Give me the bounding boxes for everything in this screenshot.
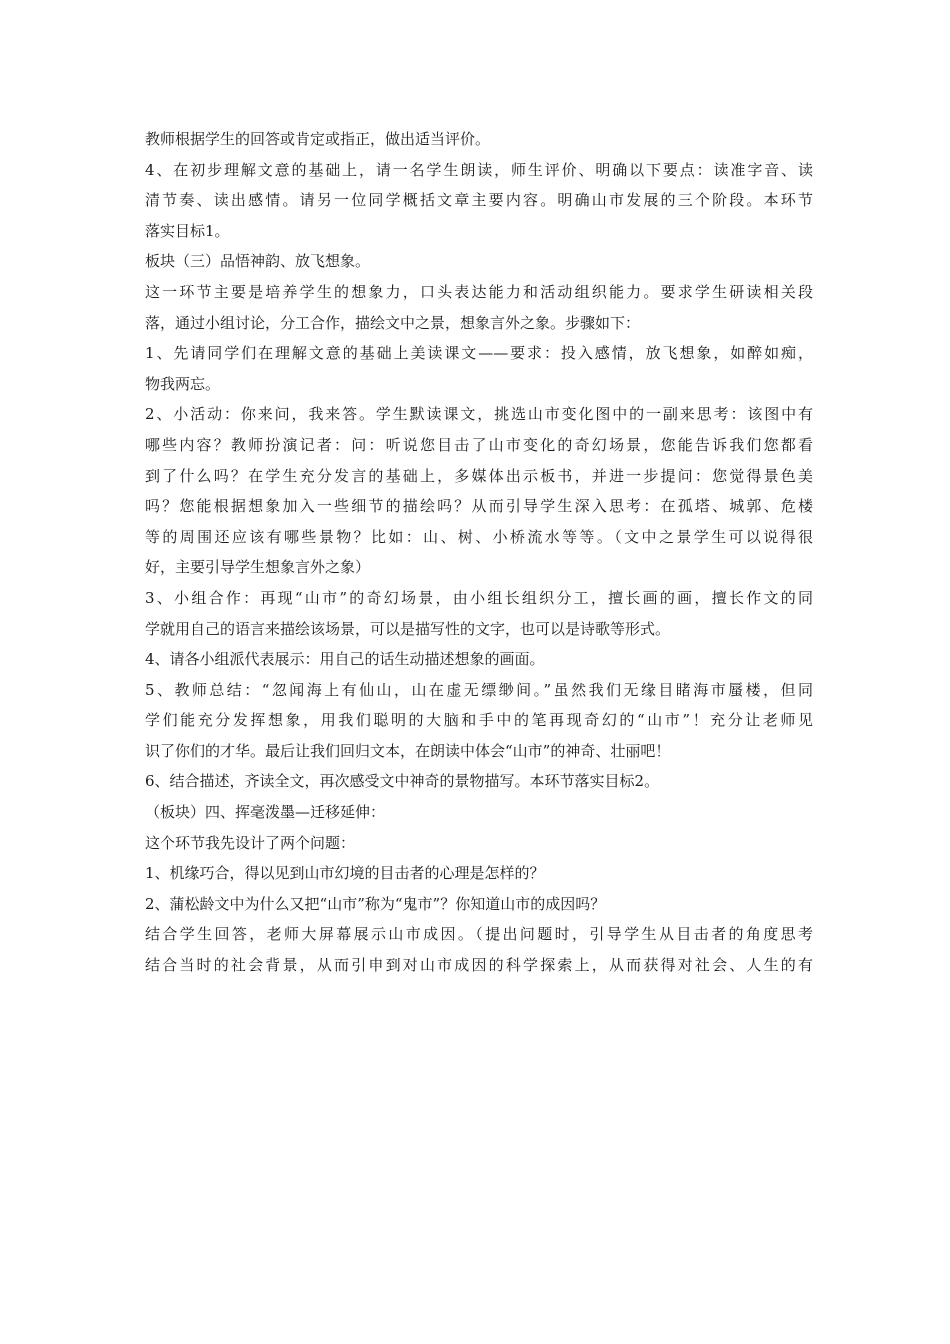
text-line: 学们能充分发挥想象，用我们聪明的大脑和手中的笔再现奇幻的“山市”！充分让老师见 bbox=[145, 711, 813, 730]
text-line: 4、请各小组派代表展示：用自己的话生动描述想象的画面。 bbox=[145, 650, 545, 669]
text-line: 2、蒲松龄文中为什么又把“山市”称为“鬼市”？你知道山市的成因吗？ bbox=[145, 894, 606, 913]
text-line: 识了你们的才华。最后让我们回归文本，在朗读中体会“山市”的神奇、壮丽吧！ bbox=[145, 741, 671, 760]
text-line: 哪些内容？教师扮演记者：问：听说您目击了山市变化的奇幻场景，您能告诉我们您都看 bbox=[145, 435, 813, 454]
text-line: 吗？您能根据想象加入一些细节的描绘吗？从而引导学生深入思考：在孤塔、城郭、危楼 bbox=[145, 497, 813, 516]
text-line: 2、小活动：你来问，我来答。学生默读课文，挑选山市变化图中的一副来思考：该图中有 bbox=[145, 405, 813, 424]
text-line: 板块（三）品悟神韵、放飞想象。 bbox=[145, 252, 371, 271]
text-line: 教师根据学生的回答或肯定或指正，做出适当评价。 bbox=[145, 130, 491, 148]
text-line: 1、机缘巧合，得以见到山市幻境的目击者的心理是怎样的？ bbox=[145, 864, 545, 883]
text-line: 落实目标1。 bbox=[145, 221, 230, 240]
text-line: （板块）四、挥毫泼墨—迁移延伸： bbox=[145, 803, 386, 822]
text-line: 3、小组合作：再现“山市”的奇幻场景，由小组长组织分工，擅长画的画，擅长作文的同 bbox=[145, 588, 813, 607]
text-line: 5、教师总结：“忽闻海上有仙山，山在虚无缥缈间。”虽然我们无缘目睹海市蜃楼，但同 bbox=[145, 680, 813, 699]
text-line: 这一环节主要是培养学生的想象力，口头表达能力和活动组织能力。要求学生研读相关段 bbox=[145, 282, 813, 301]
document-body bbox=[145, 124, 813, 981]
text-line: 学就用自己的语言来描绘该场景，可以是描写性的文字，也可以是诗歌等形式。 bbox=[145, 619, 671, 638]
text-line: 好，主要引导学生想象言外之象） bbox=[145, 558, 371, 577]
text-line: 结合学生回答，老师大屏幕展示山市成因。（提出问题时，引导学生从目击者的角度思考 bbox=[145, 925, 813, 944]
text-line: 1、先请同学们在理解文意的基础上美读课文——要求：投入感情，放飞想象，如醉如痴， bbox=[145, 344, 813, 363]
text-line: 结合当时的社会背景，从而引申到对山市成因的科学探索上，从而获得对社会、人生的有 bbox=[145, 956, 813, 975]
text-line: 这个环节我先设计了两个问题： bbox=[145, 833, 356, 852]
text-line: 落，通过小组讨论，分工合作，描绘文中之景，想象言外之象。步骤如下： bbox=[145, 313, 641, 332]
text-line: 等的周围还应该有哪些景物？比如：山、树、小桥流水等等。（文中之景学生可以说得很 bbox=[145, 527, 813, 546]
text-line: 物我两忘。 bbox=[145, 374, 221, 393]
text-line: 到了什么吗？在学生充分发言的基础上，多媒体出示板书，并进一步提问：您觉得景色美 bbox=[145, 466, 813, 485]
text-line: 6、结合描述，齐读全文，再次感受文中神奇的景物描写。本环节落实目标2。 bbox=[145, 772, 660, 791]
text-line: 清节奏、读出感情。请另一位同学概括文章主要内容。明确山市发展的三个阶段。本环节 bbox=[145, 191, 813, 210]
text-line: 4、在初步理解文意的基础上，请一名学生朗读，师生评价、明确以下要点：读准字音、读 bbox=[145, 160, 813, 179]
